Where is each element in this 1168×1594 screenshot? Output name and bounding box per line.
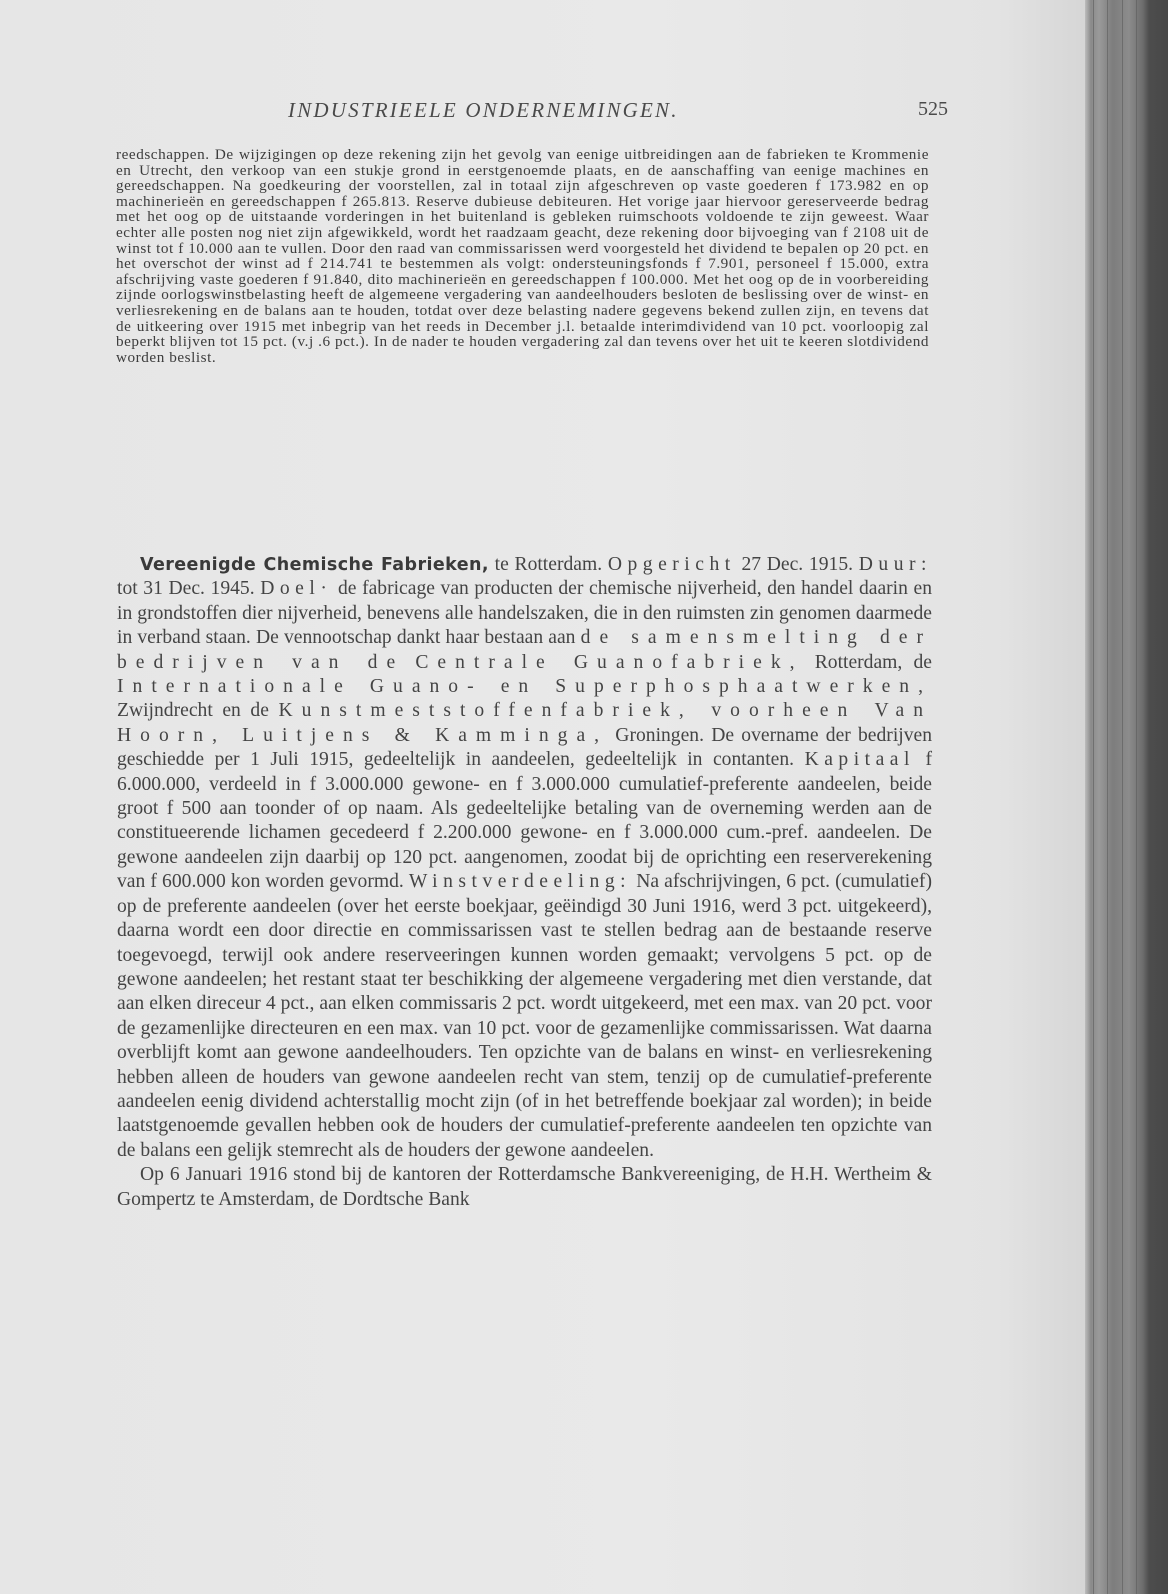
opgericht-value: 27 Dec. 1915. [741, 554, 854, 575]
page-edge-line [1136, 0, 1137, 1594]
firm-kunstmeststoffenfabriek: Kunstmeststoffenfabriek, voorheen Van Hoorn, Luitjens & Kamminga, [117, 700, 932, 746]
page-header [288, 98, 948, 128]
firm-1-place: Rotterdam, de [814, 651, 932, 673]
book-page-edges [1085, 0, 1168, 1594]
duur-value: tot 31 Dec. 1945. [117, 578, 255, 600]
winstverdeeling-text: Na afschrijvingen, 6 pct. (cumulatief) op de preferente aandeelen (over het eerste boekjaar, geëindigd 30 Juni 1916, werd 3 pct. uitgekeerd), daarna wordt een door directie en commissarissen vast te stellen bedrag aan de bestaande reserve toegevoegd, terwijl ook andere reserveeringen kunnen worden gemaakt; vervolgens 5 pct. op de gewone aandeelen; het restant staat ter beschikking der algemeene vergadering met dien verstande, dat aan elken direceur 4 pct., aan elken commissaris 2 pct. wordt uitgekeerd, met een max. van 20 pct. voor de gezamenlijke directeuren en een max. van 10 pct. voor de gezamenlijke commissarissen. Wat daarna overblijft komt aan gewone aandeelhouders. Ten opzichte van de balans en winst- en verliesrekening hebben alleen de houders van gewone aandeelen recht van stem, tenzij op de cumulatief-preferente aandeelen eenig dividend achterstallig mocht zijn (of in het betreffende boekjaar zal worden); in beide laatstgenoemde gevallen hebben ook de houders der cumulatief-preferente aandeelen ten opzichte van de balans een gelijk stemrecht als de houders der gewone aandeelen. [117, 871, 932, 1161]
label-opgericht: Opgericht [607, 554, 736, 575]
overname-text: De overname der bedrijven geschiedde per 1 Juli 1915, gedeeltelijk in aandeelen, gedeeltelijk in contanten. [117, 724, 933, 771]
label-duur: Duur: [858, 554, 932, 575]
label-kapitaal: Kapitaal [804, 749, 915, 771]
page-number: 525 [918, 98, 948, 120]
page-edge-line [1107, 0, 1108, 1594]
doel-value: de fabricage van producten der chemische nijverheid, den handel daarin en in grondstoffen dier nijverheid, benevens alle handelszaken, die in den ruimsten zin genomen daarmede in verband staan. De vennootschap dankt haar bestaan aan [117, 578, 932, 649]
running-head: INDUSTRIEELE ONDERNEMINGEN. [288, 98, 679, 122]
label-winstverdeeling: Winstverdeeling: [408, 871, 632, 893]
company-entry [117, 553, 932, 1212]
company-name: Vereenigde Chemische Fabrieken, [140, 555, 489, 575]
entry-body [117, 553, 932, 1163]
samensmelting-label: de samensmelting der bedrijven van de [117, 627, 932, 673]
firm-internationale-guano: Internationale Guano- en Superphosphaatwerken, [117, 676, 932, 698]
firm-centrale-guanofabriek: Centrale Guanofabriek, [415, 651, 804, 673]
page-edge-line [1093, 0, 1094, 1594]
label-doel: Doel· [260, 578, 333, 600]
page-edge-line [1122, 0, 1123, 1594]
closing-paragraph: Op 6 Januari 1916 stond bij de kantoren der Rotterdamsche Bankvereeniging, de H.H. Wertheim & Gompertz te Amsterdam, de Dordtsche Bank [117, 1164, 932, 1210]
firm-2-place: Zwijndrecht en de [117, 700, 269, 722]
company-location: te Rotterdam. [494, 554, 603, 575]
continuation-paragraph: reedschappen. De wijzigingen op deze rekening zijn het gevolg van eenige uitbreidingen aan de fabrieken te Krommenie en Utrecht, den verkoop van een stukje grond in eerstgenoemde plaats, en de aanschaffing van eenige machines en gereedschappen. Na goedkeuring der voorstellen, zal in totaal zijn afgeschreven op vaste goederen f 173.982 en op machinerieën en gereedschappen f 265.813. Reserve dubieuse debiteuren. Het vorige jaar hiervoor gereserveerde bedrag met het oog op de uitstaande vorderingen in het buitenland is gebleken ruimschoots voldoende te zijn geweest. Waar echter alle posten nog niet zijn afgewikkeld, wordt het raadzaam geacht, deze rekening door bijvoeging van f 2108 uit de winst tot f 10.000 aan te vullen. Door den raad van commissarissen werd voorgesteld het dividend te bepalen op 20 pct. en het overschot der winst ad f 214.741 te bestemmen als volgt: ondersteuningsfonds f 7.901, personeel f 15.000, extra afschrijving vaste goederen f 91.840, dito machinerieën en gereedschappen f 100.000. Met het oog op de in voorbereiding zijnde oorlogswinstbelasting heeft de algemeene vergadering van aandeelhouders besloten de beslissing over de winst- en verliesrekening en de balans aan te houden, totdat over deze belasting nadere gegevens bekend zullen zijn, en tevens dat de uitkeering over 1915 met inbegrip van het reeds in December j.l. betaalde interimdividend van 10 pct. voorloopig zal beperkt blijven tot 15 pct. (v.j .6 pct.). In de nader te houden vergadering zal dan tevens over het uit te keeren slotdividend worden beslist. [116, 146, 929, 366]
kapitaal-text: f 6.000.000, verdeeld in f 3.000.000 gewone- en f 3.000.000 cumulatief-preferente aandeelen, beide groot f 500 aan toonder of op naam. Als gedeeltelijke betaling van de overneming werden aan de constitueerende lichamen gecedeerd f 2.200.000 gewone- en f 3.000.000 cum.-pref. aandeelen. De gewone aandeelen zijn daarbij op 120 pct. aangenomen, zoodat bij de oprichting een reserverekening van f 600.000 kon worden gevormd. [117, 749, 932, 893]
firm-3-place: Groningen. [615, 724, 704, 746]
